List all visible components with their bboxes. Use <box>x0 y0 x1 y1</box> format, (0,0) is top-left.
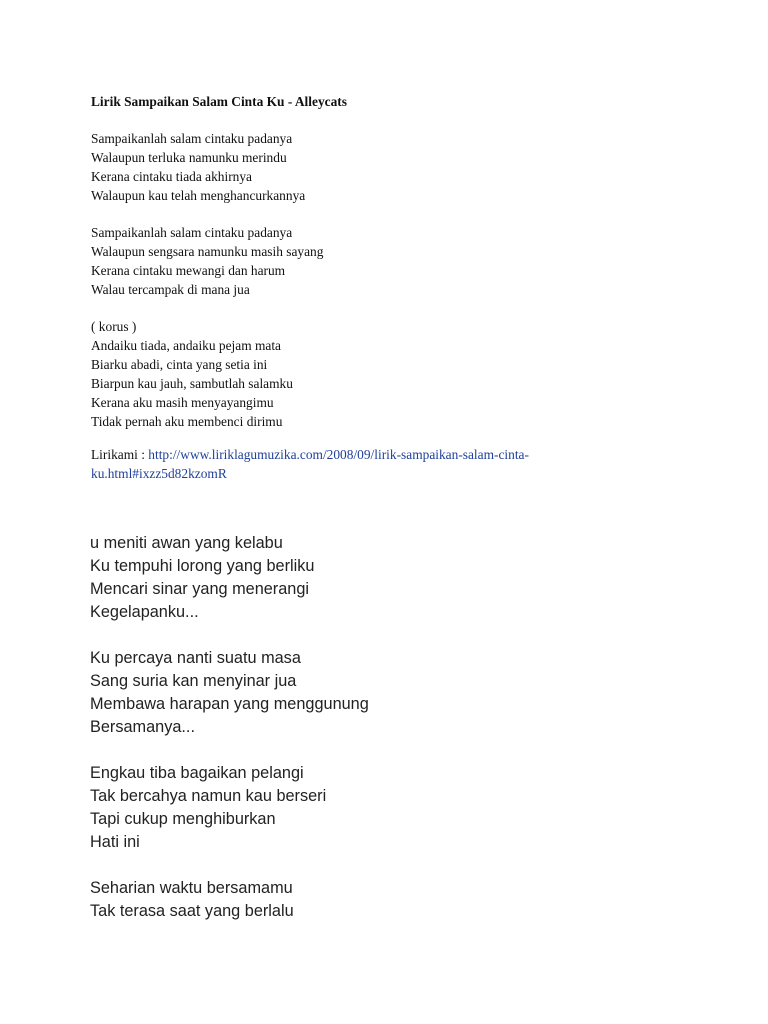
song2-stanza-2 <box>90 647 650 739</box>
source-link[interactable] <box>91 447 529 481</box>
source-label: Lirikami : <box>91 447 149 462</box>
lyric-line: Kegelapanku... <box>90 603 199 621</box>
stanza-2 <box>91 223 571 299</box>
lyric-line: Kerana aku masih menyayangimu <box>91 395 274 410</box>
lyric-line: Walau tercampak di mana jua <box>91 282 250 297</box>
lyric-line: Ku tempuhi lorong yang berliku <box>90 557 315 575</box>
stanza-chorus <box>91 317 571 431</box>
lyric-line: Kerana cintaku mewangi dan harum <box>91 263 286 278</box>
lyric-line: Kerana cintaku tiada akhirnya <box>91 169 252 184</box>
lyric-line: Bersamanya... <box>90 718 195 736</box>
song2-stanza-4 <box>90 877 650 923</box>
lyric-line: Andaiku tiada, andaiku pejam mata <box>91 338 282 353</box>
second-lyrics-section <box>90 532 650 923</box>
lyric-line: Engkau tiba bagaikan pelangi <box>90 764 304 782</box>
song2-stanza-3 <box>90 762 650 854</box>
stanza-1 <box>91 129 571 205</box>
song2-stanza-1 <box>90 532 650 624</box>
lyric-line: Walaupun kau telah menghancurkannya <box>91 188 306 203</box>
lyric-line: Biarku abadi, cinta yang setia ini <box>91 357 268 372</box>
lyric-line: Sampaikanlah salam cintaku padanya <box>91 225 293 240</box>
lyric-line: Seharian waktu bersamamu <box>90 879 293 897</box>
lyric-line: Tak terasa saat yang berlalu <box>90 902 294 920</box>
lyric-line: Hati ini <box>90 833 140 851</box>
source-link-part-1: http://www.liriklagumuzika.com/2008/09/lirik-sampaikan-salam-cinta- <box>148 447 529 462</box>
lyric-line: Tidak pernah aku membenci dirimu <box>91 414 283 429</box>
lyrics-title: Lirik Sampaikan Salam Cinta Ku - Alleycats <box>91 94 347 109</box>
lyric-line: u meniti awan yang kelabu <box>90 534 283 552</box>
lyric-line: Tapi cukup menghiburkan <box>90 810 276 828</box>
lyric-line: Mencari sinar yang menerangi <box>90 580 310 598</box>
lyrics-section <box>91 92 571 483</box>
lyric-line: Tak bercahya namun kau berseri <box>90 787 327 805</box>
source-credit <box>91 445 571 483</box>
lyric-line: Ku percaya nanti suatu masa <box>90 649 301 667</box>
lyric-line: Sampaikanlah salam cintaku padanya <box>91 131 293 146</box>
chorus-label: ( korus ) <box>91 319 137 334</box>
lyric-line: Walaupun terluka namunku merindu <box>91 150 287 165</box>
lyric-line: Walaupun sengsara namunku masih sayang <box>91 244 324 259</box>
lyric-line: Membawa harapan yang menggunung <box>90 695 369 713</box>
lyric-line: Biarpun kau jauh, sambutlah salamku <box>91 376 293 391</box>
source-link-part-2: ku.html#ixzz5d82kzomR <box>91 466 227 481</box>
lyric-line: Sang suria kan menyinar jua <box>90 672 297 690</box>
